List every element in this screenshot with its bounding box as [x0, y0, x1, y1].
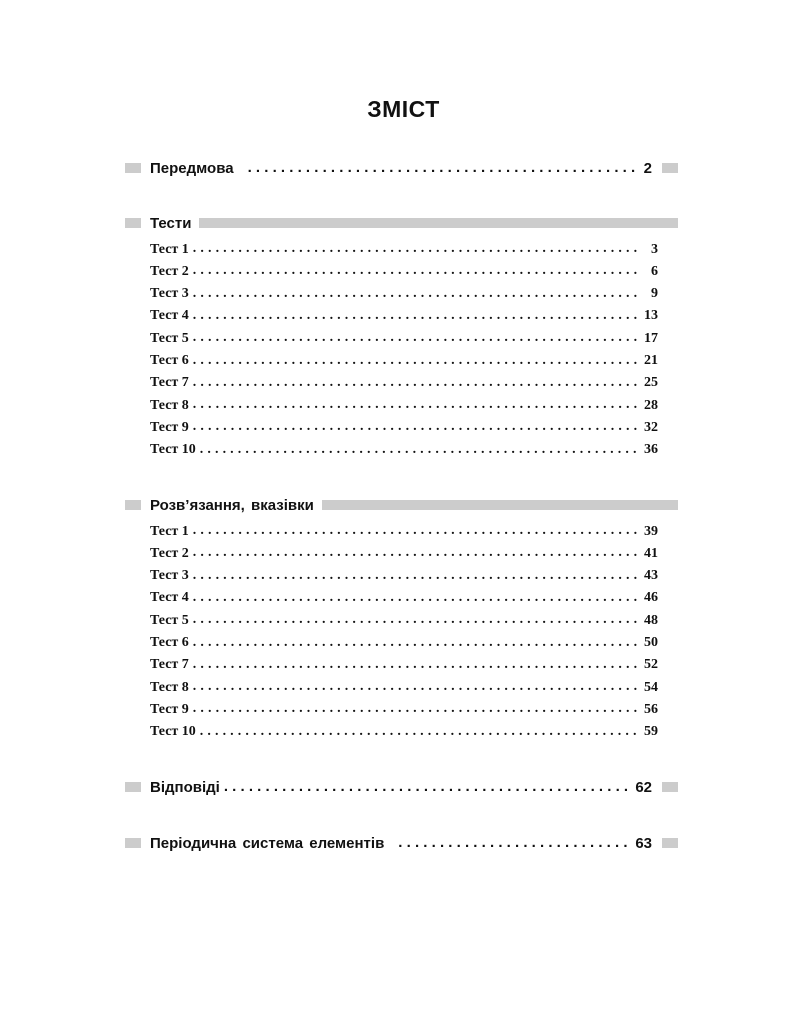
section-marker-icon	[125, 500, 141, 510]
toc-entry-page: 59	[644, 724, 658, 740]
section-marker-icon	[125, 838, 141, 848]
toc-entry-page: 6	[651, 263, 658, 279]
toc-entry-label: Тест 10	[150, 442, 196, 458]
toc-entry-page: 3	[651, 241, 658, 257]
dot-leader	[193, 545, 638, 562]
toc-entry[interactable]	[150, 679, 658, 696]
toc-entry-label: Тест 10	[150, 724, 196, 740]
section-marker-icon	[125, 163, 141, 173]
page-number: 62	[635, 778, 652, 796]
toc-entry-label: Тест 3	[150, 568, 189, 584]
toc-entry-label: Тест 6	[150, 635, 189, 650]
dot-leader	[248, 159, 638, 177]
section-marker-icon	[662, 838, 678, 848]
dot-leader	[398, 834, 629, 852]
dot-leader	[193, 612, 638, 629]
toc-entry[interactable]	[150, 442, 658, 459]
dot-leader	[193, 397, 638, 414]
section-title: Передмова	[150, 159, 234, 177]
toc-entry[interactable]	[150, 263, 658, 280]
toc-entry-label: Тест 9	[150, 419, 189, 435]
toc-entry[interactable]	[150, 397, 658, 414]
toc-entry-page: 48	[644, 612, 658, 628]
dot-leader	[193, 568, 638, 585]
dot-leader	[193, 523, 638, 540]
toc-entry-label: Тест 4	[150, 308, 189, 324]
dot-leader	[193, 635, 638, 652]
toc-entry-label: Тест 9	[150, 701, 189, 717]
toc-section-answers[interactable]	[125, 778, 678, 796]
toc-entry-page: 43	[644, 568, 658, 584]
toc-entry-page: 41	[644, 545, 658, 561]
toc-entry-label: Тест 2	[150, 263, 189, 279]
toc-entry[interactable]	[150, 701, 658, 718]
dot-leader	[193, 330, 638, 347]
toc-entry[interactable]	[150, 590, 658, 607]
toc-entry-page: 52	[644, 657, 658, 673]
page-number: 2	[643, 159, 652, 177]
toc-entry-page: 32	[644, 419, 658, 435]
page-title: ЗМІСТ	[367, 96, 440, 122]
section-title: Розв’язання, вказівки	[150, 496, 314, 514]
section-marker-icon	[125, 218, 141, 228]
toc-entry-page: 9	[651, 286, 658, 302]
section-title: Відповіді	[150, 778, 220, 796]
dot-leader	[200, 442, 638, 459]
toc-entry[interactable]	[150, 523, 658, 540]
toc-entry[interactable]	[150, 635, 658, 652]
toc-entry-label: Тест 3	[150, 286, 189, 302]
toc-entry-label: Тест 2	[150, 545, 189, 561]
toc-entry[interactable]	[150, 545, 658, 562]
toc-entry-label: Тест 6	[150, 353, 189, 368]
toc-section-periodic[interactable]	[125, 834, 678, 852]
toc-entry-page: 36	[644, 442, 658, 458]
toc-entry[interactable]	[150, 375, 658, 392]
dot-leader	[193, 419, 638, 436]
toc-entry-label: Тест 4	[150, 590, 189, 606]
dot-leader	[224, 778, 629, 796]
page-number: 63	[635, 834, 652, 852]
toc-entry-label: Тест 5	[150, 330, 189, 346]
toc-entry[interactable]	[150, 724, 658, 741]
toc-entry[interactable]	[150, 612, 658, 629]
section-marker-icon	[662, 163, 678, 173]
dot-leader	[193, 263, 638, 280]
toc-section-solutions	[125, 496, 678, 514]
toc-entry[interactable]	[150, 419, 658, 436]
section-bar	[322, 500, 678, 510]
dot-leader	[200, 724, 638, 741]
toc-entry-label: Тест 5	[150, 612, 189, 628]
toc-entry[interactable]	[150, 568, 658, 585]
toc-entry-label: Тест 7	[150, 657, 189, 673]
toc-entry-page: 28	[644, 397, 658, 413]
dot-leader	[193, 241, 638, 258]
toc-entry-page: 25	[644, 375, 658, 391]
toc-entry[interactable]	[150, 241, 658, 258]
toc-entry[interactable]	[150, 308, 658, 325]
toc-entry-label: Тест 7	[150, 375, 189, 391]
dot-leader	[193, 679, 638, 696]
toc-entry-page: 54	[644, 679, 658, 695]
dot-leader	[193, 286, 638, 303]
toc-section-tests	[125, 214, 678, 232]
toc-entry-label: Тест 1	[150, 523, 189, 539]
toc-entry[interactable]	[150, 330, 658, 347]
toc-entry[interactable]	[150, 657, 658, 674]
dot-leader	[193, 375, 638, 392]
section-bar	[199, 218, 678, 228]
toc-entry-label: Тест 8	[150, 679, 189, 695]
toc-entry-page: 39	[644, 523, 658, 539]
section-title: Тести	[150, 214, 192, 232]
dot-leader	[193, 308, 638, 325]
toc-entry-page: 50	[644, 635, 658, 650]
toc-entry-page: 56	[644, 701, 658, 717]
toc-entry-label: Тест 8	[150, 397, 189, 413]
section-marker-icon	[125, 782, 141, 792]
dot-leader	[193, 590, 638, 607]
dot-leader	[193, 657, 638, 674]
dot-leader	[193, 701, 638, 718]
toc-entry-label: Тест 1	[150, 241, 189, 257]
toc-entry-page: 17	[644, 330, 658, 346]
section-title: Періодична система елементів	[150, 834, 385, 852]
dot-leader	[193, 353, 638, 370]
toc-entry-page: 46	[644, 590, 658, 606]
toc-entry[interactable]	[150, 353, 658, 370]
toc-entry-page: 21	[644, 353, 658, 368]
toc-section-preface[interactable]	[125, 159, 678, 177]
section-marker-icon	[662, 782, 678, 792]
toc-entry[interactable]	[150, 286, 658, 303]
toc-entry-page: 13	[644, 308, 658, 324]
